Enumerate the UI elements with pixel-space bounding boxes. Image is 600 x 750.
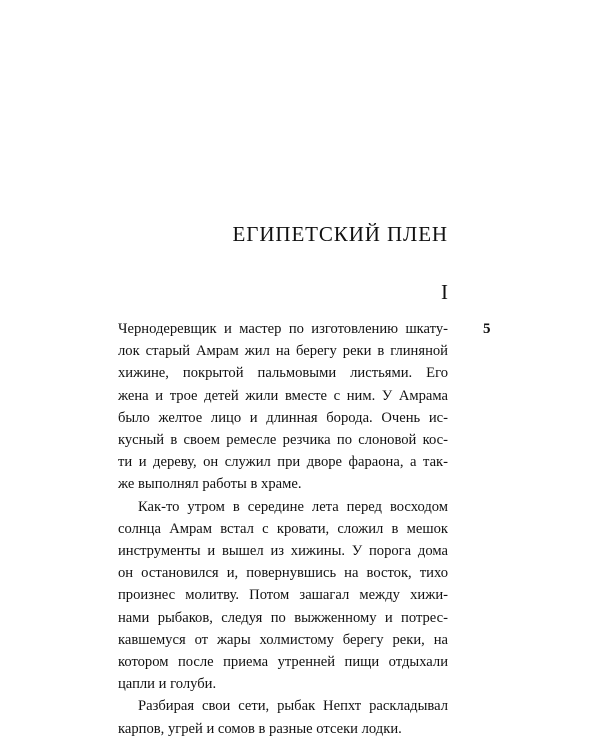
text-line: Как-то утром в середине лета перед восходом (138, 498, 448, 515)
text-line: инструменты и вышел из хижины. У порога дома (118, 543, 448, 560)
text-line: произнес молитву. Потом зашагал между хижи- (118, 587, 448, 604)
text-line: Чернодеревщик и мастер по изготовлению шкату- (118, 321, 448, 337)
text-line: котором после приема утренней пищи отдыхали (118, 654, 448, 671)
text-line: он остановился и, повернувшись на восток, тихо (118, 565, 448, 582)
chapter-title: ЕГИПЕТСКИЙ ПЛЕН (232, 222, 448, 246)
text-line: нами рыбаков, следуя по выжженному и потрес- (118, 609, 448, 626)
text-line: было желтое лицо и длинная борода. Очень ис- (118, 409, 448, 426)
text-line: карпов, угрей и сомов в разные отсеки лодки. (118, 720, 402, 737)
text-line: цапли и голуби. (118, 676, 217, 693)
body-text (118, 318, 448, 740)
text-line: же выполнял работы в храме. (118, 476, 302, 493)
text-line: кусный в своем ремесле резчика по слоновой кос- (118, 432, 448, 449)
text-line: ти и дереву, он служил при дворе фараона, а так- (118, 454, 448, 471)
section-number: I (441, 280, 448, 304)
text-line: хижине, покрытой пальмовыми листьями. Его (118, 365, 448, 382)
text-line: лок старый Амрам жил на берегу реки в глиняной (118, 343, 448, 360)
page-number: 5 (483, 321, 491, 337)
text-line: солнца Амрам встал с кровати, сложил в мешок (118, 520, 448, 537)
text-line: жена и трое детей жили вместе с ним. У Амрама (118, 387, 448, 404)
text-line: Разбирая свои сети, рыбак Непхт раскладывал (138, 698, 448, 715)
text-line: кавшемуся от жары холмистому берегу реки, на (118, 631, 448, 648)
